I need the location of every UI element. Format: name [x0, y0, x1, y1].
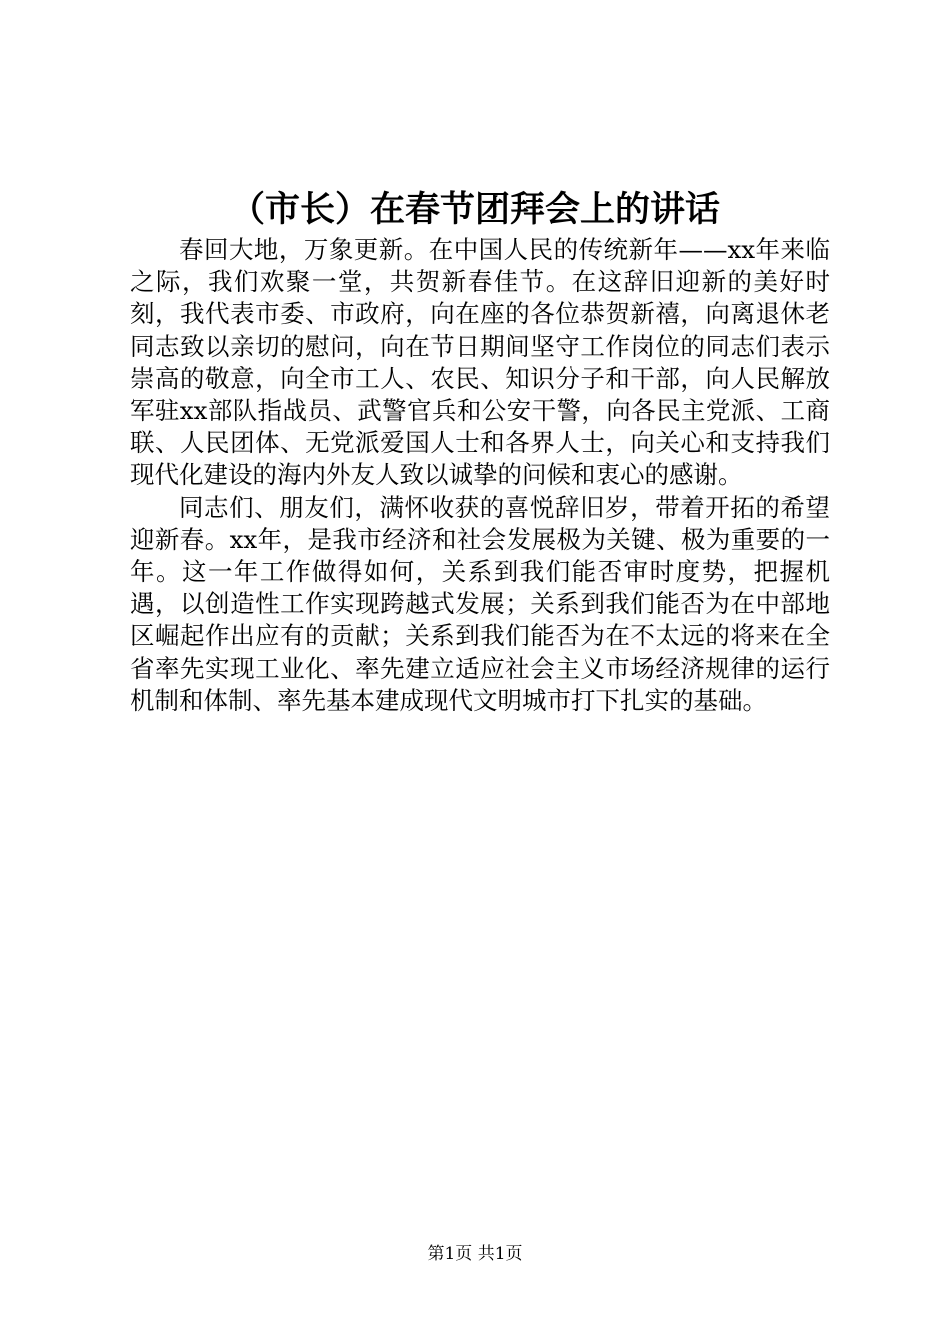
paragraph-1: 春回大地，万象更新。在中国人民的传统新年——xx年来临之际，我们欢聚一堂，共贺新春佳节。在这辞旧迎新的美好时刻，我代表市委、市政府，向在座的各位恭贺新禧，向离退休老同志致以亲切的慰问，向在节日期间坚守工作岗位的同志们表示崇高的敬意，向全市工人、农民、知识分子和干部，向人民解放军驻xx部队指战员、武警官兵和公安干警，向各民主党派、工商联、人民团体、无党派爱国人士和各界人士，向关心和支持我们现代化建设的海内外友人致以诚挚的问候和衷心的感谢。 — [130, 235, 830, 490]
document-title: （市长）在春节团拜会上的讲话 — [229, 189, 720, 230]
page-number-footer: 第1页 共1页 — [427, 1244, 523, 1264]
paragraph-2: 同志们、朋友们，满怀收获的喜悦辞旧岁，带着开拓的希望迎新春。xx年，是我市经济和社会发展极为关键、极为重要的一年。这一年工作做得如何，关系到我们能否审时度势，把握机遇，以创造性工作实现跨越式发展；关系到我们能否为在中部地区崛起作出应有的贡献；关系到我们能否为在不太远的将来在全省率先实现工业化、率先建立适应社会主义市场经济规律的运行机制和体制、率先基本建成现代文明城市打下扎实的基础。 — [130, 492, 830, 715]
document-body — [130, 234, 830, 717]
